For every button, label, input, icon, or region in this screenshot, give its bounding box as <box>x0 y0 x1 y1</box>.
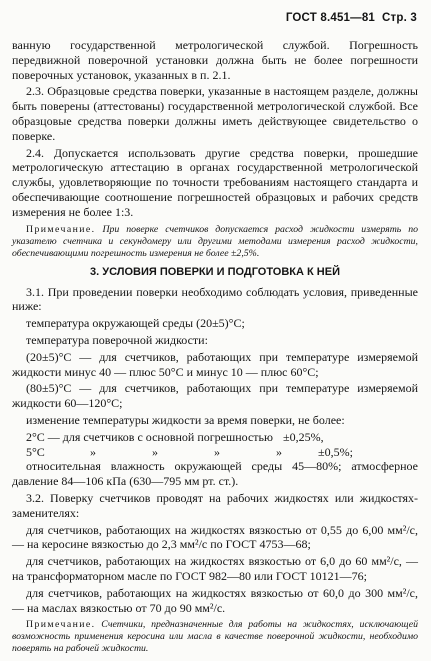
note-label: Примечание. <box>26 223 96 235</box>
paragraph: для счетчиков, работающих на жидкостях вязкостью от 6,0 до 60 мм²/с, — на трансформаторном масле по ГОСТ 982—80 или ГОСТ 10121—76; <box>12 554 418 583</box>
note-text: При поверке счетчиков допускается расход жидкости измерять по указателю счетчика и секундомеру или другими методами измерения расход жидкости, обеспечивающими погрешность измерения не более ±2,5%. <box>12 223 418 259</box>
tolerance-row <box>12 445 418 460</box>
paragraph: изменение температуры жидкости за время поверки, не более: <box>26 412 345 427</box>
tolerance-row <box>12 430 418 445</box>
paragraph: ванную государственной метрологической службой. Погрешность передвижной поверочной установки должна быть не более погрешности поверочных установок, указанных в п. 2.1. <box>12 38 418 82</box>
paragraph: для счетчиков, работающих на жидкостях вязкостью от 0,55 до 6,00 мм²/с, — на керосине вязкостью до 2,3 мм²/с по ГОСТ 4753—68; <box>12 522 418 552</box>
page-number: Стр. 3 <box>382 12 417 24</box>
tolerance-condition: 2°С — для счетчиков с основной погрешностью <box>26 429 273 444</box>
paragraph-2-4: 2.4. Допускается использовать другие средства поверки, прошедшие метрологическую аттестацию в органах государственной метрологической службы, удовлетворяющие по точности требованиям настоящего стандарта и обеспечивающие соотношение погрешностей образцовых и рабочих средств измерения не более 1:3. <box>12 145 418 219</box>
paragraph: (20±5)°С — для счетчиков, работающих при температуре измеряемой жидкости минус 40 — плюс 50°С и минус 10 — плюс 60°С; <box>12 349 418 379</box>
note-text: Счетчики, предназначенные для работы на жидкостях, исключающей возможность применения керосина или масла в качестве поверочной жидкости, необходимо поверять на рабочей жидкости. <box>12 619 418 655</box>
paragraph-3-1: 3.1. При проведении поверки необходимо соблюдать условия, приведенные ниже: <box>12 284 418 314</box>
paragraph: температура поверочной жидкости: <box>26 332 208 347</box>
note-label: Примечание. <box>26 619 96 631</box>
paragraph-3-2: 3.2. Поверку счетчиков проводят на рабочих жидкостях или жидкостях-заменителях: <box>12 490 418 520</box>
note <box>12 619 418 655</box>
paragraph-2-3: 2.3. Образцовые средства поверки, указанные в настоящем разделе, должны быть поверены (аттестованы) государственной метрологической службой. Все образцовые средства поверки должны иметь действующее свидетельство о поверке. <box>12 84 418 143</box>
paragraph: температура окружающей среды (20±5)°С; <box>26 316 245 331</box>
ditto-mark: » <box>152 444 158 459</box>
ditto-mark: » <box>214 444 220 459</box>
paragraph: относительная влажность окружающей среды 45—80%; атмосферное давление 84—106 кПа (630—795 мм рт. ст.). <box>12 459 418 489</box>
tolerance-value: ±0,25%, <box>282 429 324 444</box>
page-header <box>286 12 417 24</box>
tolerance-condition: 5°С <box>26 444 45 459</box>
paragraph: для счетчиков, работающих на жидкостях вязкостью от 60,0 до 300 мм²/с, — на маслах вязкостью от 70 до 90 мм²/с. <box>12 585 418 615</box>
section-heading: 3. УСЛОВИЯ ПОВЕРКИ И ПОДГОТОВКА К НЕЙ <box>90 265 340 278</box>
standard-number: ГОСТ 8.451—81 <box>285 12 376 24</box>
document-body <box>12 38 418 661</box>
note <box>12 224 418 260</box>
tolerance-value: ±0,5%; <box>318 444 353 459</box>
ditto-mark: » <box>276 444 282 459</box>
paragraph: (80±5)°С — для счетчиков, работающих при температуре измеряемой жидкости 60—120°С; <box>12 381 418 411</box>
ditto-mark: » <box>90 444 96 459</box>
